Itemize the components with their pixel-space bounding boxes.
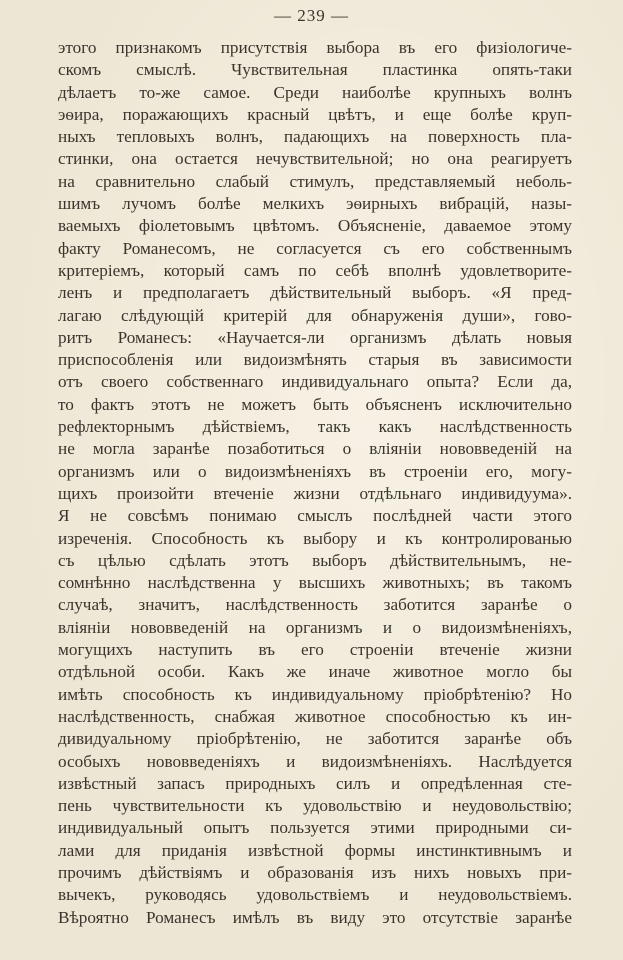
text-line: вычекъ, руководясь удовольствіемъ и неудовольствіемъ.: [58, 885, 572, 905]
text-line: организмъ или о видоизмѣненіяхъ въ строеніи его, могу-: [58, 461, 572, 481]
text-line: факту Романесомъ, не согласуется съ его собственнымъ: [58, 238, 572, 258]
text-line: ныхъ тепловыхъ волнъ, падающихъ на поверхность пла-: [58, 127, 572, 147]
text-line: индивидуальный опытъ пользуется этими природными си-: [58, 818, 572, 838]
text-line: не могла заранѣе позаботиться о вліяніи нововведеній на: [58, 439, 572, 459]
text-line: прочимъ дѣйствіямъ и образованія изъ нихъ новыхъ при-: [58, 862, 572, 882]
text-line: наслѣдственность, снабжая животное способностью къ ин-: [58, 706, 572, 726]
page-number: — 239 —: [274, 6, 349, 25]
text-line: лами для приданія извѣстной формы инстинктивнымъ и: [58, 840, 572, 860]
text-line: могущихъ наступить въ его строеніи втеченіе жизни: [58, 640, 572, 660]
text-line: вліяніи нововведеній на организмъ и о видоизмѣненіяхъ,: [58, 617, 572, 637]
text-line: стинки, она остается нечувствительной; но она реагируетъ: [58, 149, 572, 169]
text-line: ленъ и предполагаетъ дѣйствительный выборъ. «Я пред-: [58, 283, 572, 303]
text-line: случаѣ, значитъ, наслѣдственность заботится заранѣе о: [58, 595, 572, 615]
text-line: щихъ произойти втеченіе жизни отдѣльнаго индивидуума».: [58, 483, 572, 503]
text-line: отъ своего собственнаго индивидуальнаго опыта? Если да,: [58, 372, 572, 392]
text-line: Я не совсѣмъ понимаю смыслъ послѣдней части этого: [58, 506, 572, 526]
text-line: эѳира, поражающихъ красный цвѣтъ, и еще болѣе круп-: [58, 104, 572, 124]
text-line: изреченія. Способность къ выбору и къ контролированью: [58, 528, 572, 548]
text-line: сомнѣнно наслѣдственна у высшихъ животныхъ; въ такомъ: [58, 573, 572, 593]
text-line: лагаю слѣдующій критерій для обнаруженія души», гово-: [58, 305, 572, 325]
text-line: пень чувствительности къ удовольствію и неудовольствію;: [58, 796, 572, 816]
text-line: на сравнительно слабый стимулъ, представляемый неболь-: [58, 171, 572, 191]
text-line: скомъ смыслѣ. Чувствительная пластинка опять-таки: [58, 60, 572, 80]
body-text: [58, 37, 572, 929]
text-line: шимъ лучомъ болѣе мелкихъ эѳирныхъ вибрацій, назы-: [58, 194, 572, 214]
text-line: съ цѣлью сдѣлать этотъ выборъ дѣйствительнымъ, не-: [58, 550, 572, 570]
text-line: имѣть способность къ индивидуальному пріобрѣтенію? Но: [58, 684, 572, 704]
text-line: извѣстный запасъ природныхъ силъ и опредѣленная сте-: [58, 773, 572, 793]
text-line: рефлекторнымъ дѣйствіемъ, такъ какъ наслѣдственность: [58, 417, 572, 437]
text-line: дѣлаетъ то-же самое. Среди наиболѣе крупныхъ волнъ: [58, 82, 572, 102]
text-line: этого признакомъ присутствія выбора въ его физіологиче-: [58, 38, 572, 57]
text-line: критеріемъ, который самъ по себѣ вполнѣ удовлетворите-: [58, 260, 572, 280]
text-line: приспособленія или видоизмѣнять старыя въ зависимости: [58, 350, 572, 370]
text-line: дивидуальному пріобрѣтенію, не заботится заранѣе объ: [58, 729, 572, 749]
text-line: Вѣроятно Романесъ имѣлъ въ виду это отсутствіе заранѣе: [58, 907, 572, 927]
text-line: ваемыхъ фіолетовымъ цвѣтомъ. Объясненіе, даваемое этому: [58, 216, 572, 236]
text-line: то фактъ этотъ не можетъ быть объясненъ исключительно: [58, 394, 572, 414]
text-line: особыхъ нововведеніяхъ и видоизмѣненіяхъ. Наслѣдуется: [58, 751, 572, 771]
text-line: отдѣльной особи. Какъ же иначе животное могло бы: [58, 662, 572, 682]
text-line: ритъ Романесъ: «Научается-ли организмъ дѣлать новыя: [58, 327, 572, 347]
